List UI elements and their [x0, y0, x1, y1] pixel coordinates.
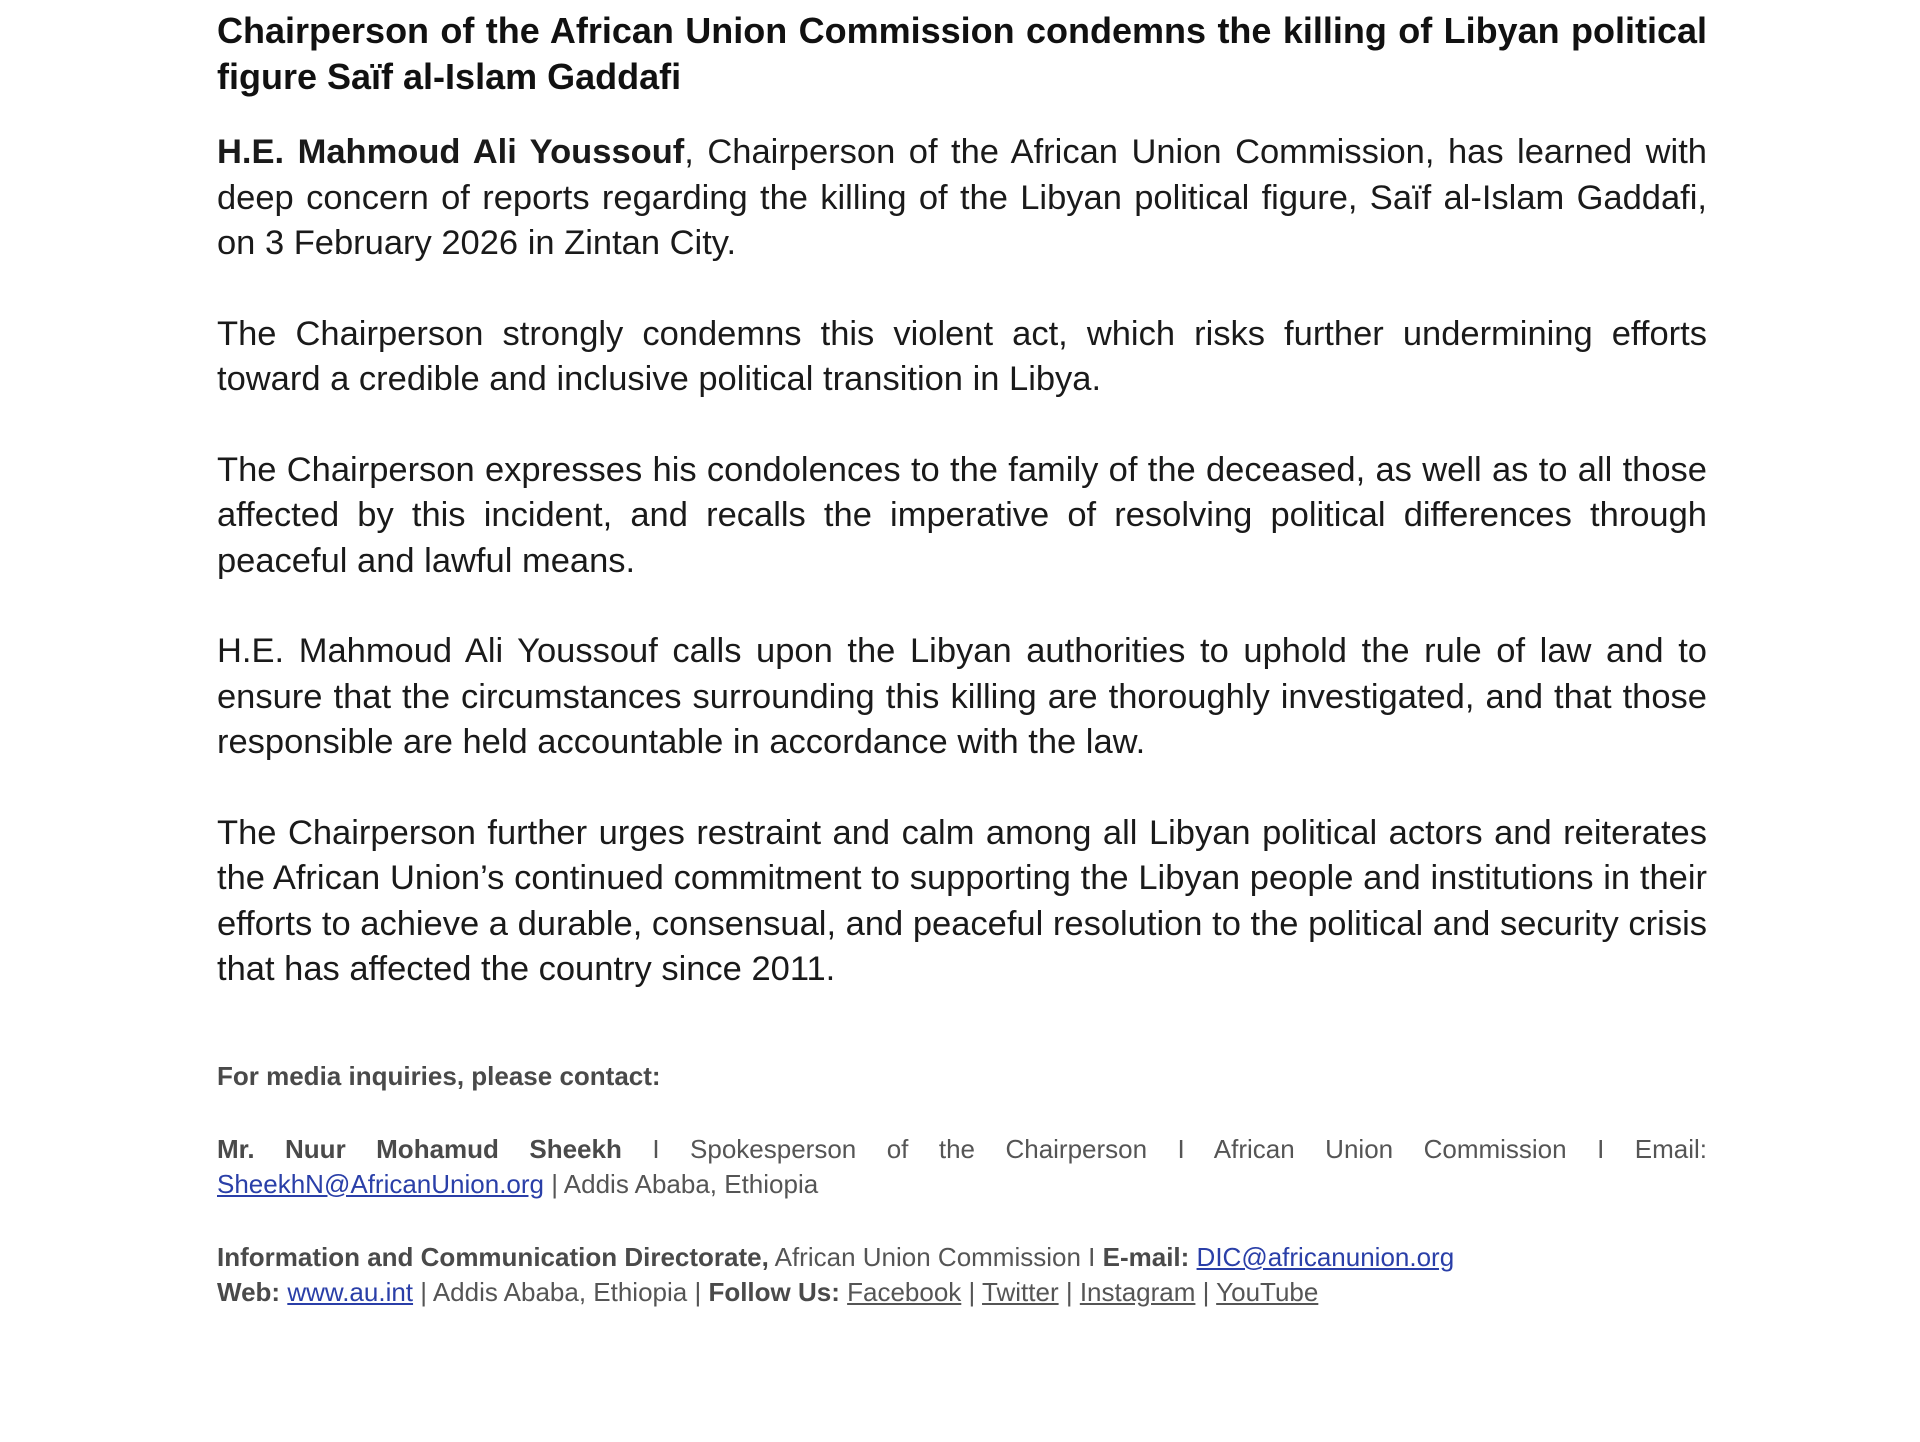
web-location: | Addis Ababa, Ethiopia | — [413, 1276, 709, 1307]
web-label: Web: — [217, 1276, 281, 1307]
website-link[interactable]: www.au.int — [287, 1276, 414, 1307]
directorate-email-link[interactable]: DIC@africanunion.org — [1196, 1241, 1455, 1272]
paragraph-5: The Chairperson further urges restraint and calm among all Libyan political actors and reiterates the African Union’s continued commitment to supporting the Libyan people and institutions in their efforts to achieve a durable, consensual, and peaceful resolution to the political and security crisis that has affected the country since 2011. — [217, 813, 1707, 988]
youtube-link[interactable]: YouTube — [1216, 1276, 1319, 1307]
paragraph-3: The Chairperson expresses his condolences to the family of the deceased, as well as to all those affected by this incident, and recalls the imperative of resolving political differences through peaceful and lawful means. — [217, 450, 1707, 580]
directorate-email-label: E-mail: — [1102, 1241, 1190, 1272]
media-contact-heading: For media inquiries, please contact: — [217, 1060, 661, 1091]
spokesperson-name: Mr. Nuur Mohamud Sheekh — [217, 1133, 622, 1164]
instagram-link[interactable]: Instagram — [1079, 1276, 1196, 1307]
paragraph-2: The Chairperson strongly condemns this violent act, which risks further undermining efforts toward a credible and inclusive political transition in Libya. — [217, 314, 1707, 398]
paragraph-1 — [217, 130, 1707, 267]
spokesperson-details: I Spokesperson of the Chairperson I African Union Commission I Email: — [621, 1133, 1707, 1164]
directorate-org: African Union Commission I — [768, 1241, 1103, 1272]
chairperson-name: H.E. Mahmoud Ali Youssouf — [217, 133, 685, 171]
press-release — [217, 8, 1707, 1310]
spokesperson-email-link[interactable]: SheekhN@AfricanUnion.org — [217, 1168, 545, 1199]
page-title: Chairperson of the African Union Commission condemns the killing of Libyan political figure Saïf al-Islam Gaddafi — [217, 10, 1707, 97]
directorate-contact: Information and Communication Directorate, African Union Commission I E-mail: DIC@africanunion.org Web: www.au.int | Addis Ababa, Ethiopia | Follow Us: Facebook | Twitter | Instagram | YouTube — [217, 1241, 1455, 1307]
paragraph-1-text: , Chairperson of the African Union Commission, has learned with deep concern of reports regarding the killing of the Libyan political figure, Saïf al-Islam Gaddafi, on 3 February 2026 in Zintan City. — [217, 133, 1707, 262]
paragraph-4: H.E. Mahmoud Ali Youssouf calls upon the Libyan authorities to uphold the rule of law and to ensure that the circumstances surrounding this killing are thoroughly investigated, and that those responsible are held accountable in accordance with the law. — [217, 632, 1707, 761]
follow-us-label: Follow Us: — [708, 1276, 840, 1307]
spokesperson-contact — [217, 1132, 1707, 1202]
facebook-link[interactable]: Facebook — [847, 1276, 962, 1307]
spokesperson-location: | Addis Ababa, Ethiopia — [544, 1168, 819, 1199]
directorate-name: Information and Communication Directorate, — [217, 1241, 769, 1272]
twitter-link[interactable]: Twitter — [982, 1276, 1059, 1307]
